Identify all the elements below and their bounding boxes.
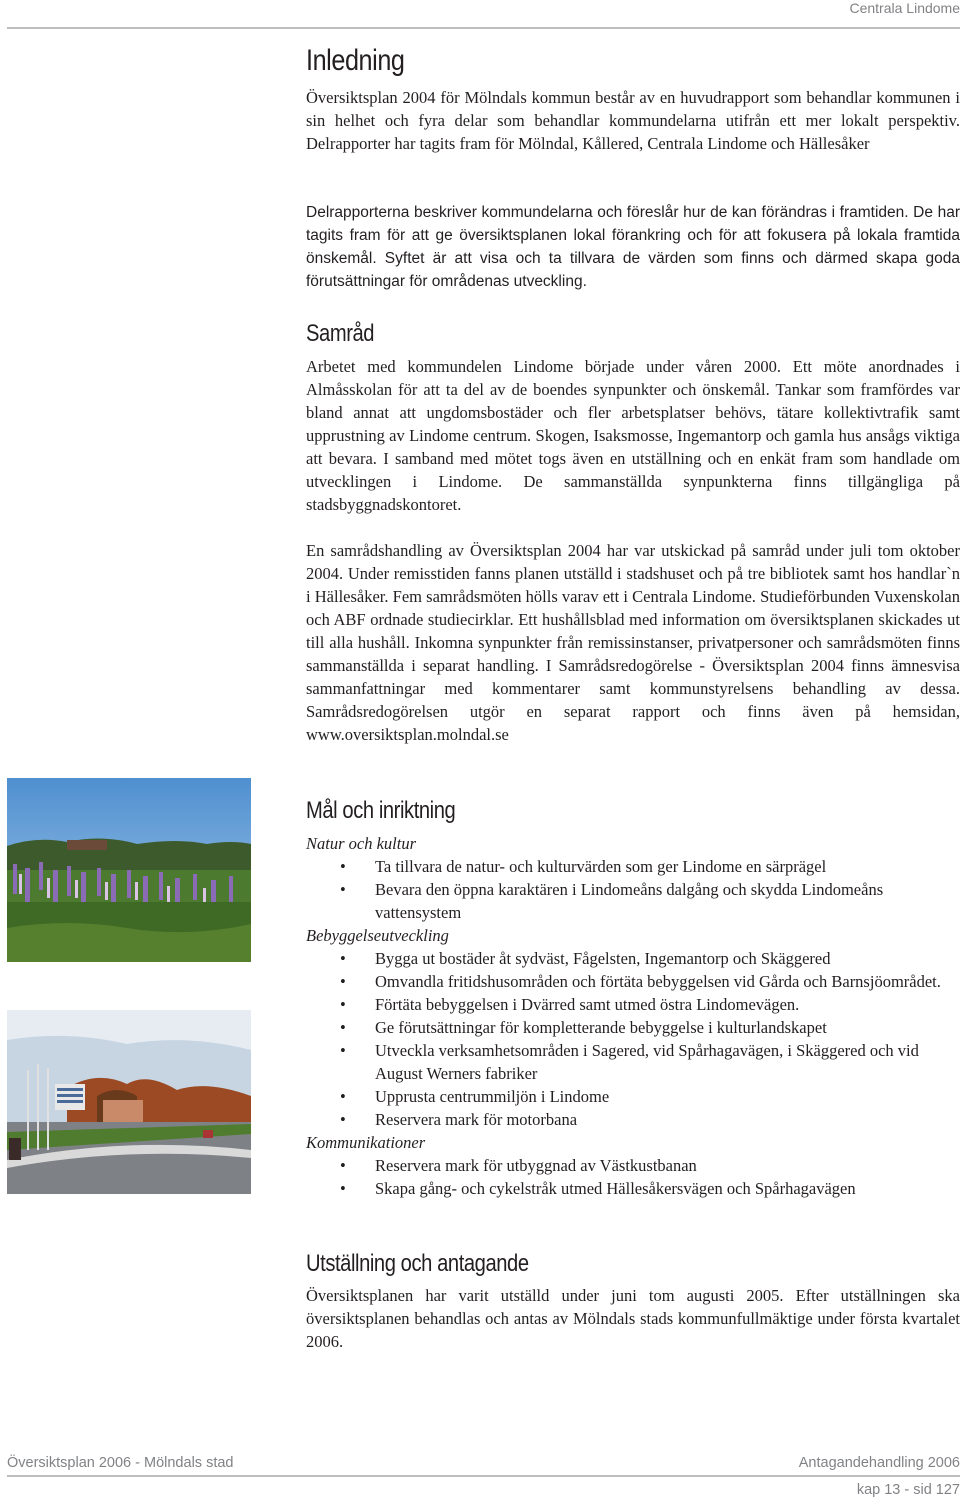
inledning-paragraph-2: Delrapporterna beskriver kommundelarna och föreslår hur de kan förändras i framtiden. De har tagits fram för att ge översiktsplanen lokal förankring och för att fokusera på lokala framtida önskemål. Syftet är att visa och ta tillvara de värden som finns och därmed skapa goda förutsättningar för områdenas utveckling. xyxy=(306,204,960,290)
list-item: • Bevara den öppna karaktären i Lindomeåns dalgång och skydda Lindomeåns vattensystem xyxy=(340,880,884,922)
header-rule xyxy=(7,27,960,29)
list-item: • Ge förutsättningar för kompletterande bebyggelse i kulturlandskapet xyxy=(340,1018,827,1037)
list-item: • Förtäta bebyggelsen i Dvärred samt utmed östra Lindomevägen. xyxy=(340,995,800,1014)
footer-rule xyxy=(7,1475,960,1477)
category-bebyggelseutveckling: Bebyggelseutveckling xyxy=(306,926,449,945)
list-kommunikationer xyxy=(306,1154,960,1200)
heading-utstallning: Utställning och antagande xyxy=(306,1250,529,1277)
bullet-icon: • xyxy=(340,949,346,968)
footer-left: Översiktsplan 2006 - Mölndals stad xyxy=(7,1455,234,1471)
bullet-icon: • xyxy=(340,880,346,899)
footer-right: Antagandehandling 2006 xyxy=(798,1455,960,1471)
goals-section xyxy=(306,832,960,1200)
bullet-icon: • xyxy=(340,995,346,1014)
bullet-icon: • xyxy=(340,972,346,991)
bullet-icon: • xyxy=(340,857,346,876)
running-title: Centrala Lindome xyxy=(849,0,960,16)
category-natur-och-kultur: Natur och kultur xyxy=(306,834,416,853)
bullet-icon: • xyxy=(340,1110,346,1129)
category-kommunikationer: Kommunikationer xyxy=(306,1133,426,1152)
bullet-icon: • xyxy=(340,1087,346,1106)
samrad-paragraph-2: En samrådshandling av Översiktsplan 2004 har var utskickad på samråd under juli tom oktober 2004. Under remisstiden fanns planen utställd i stadshuset och på tre bibliotek samt hos handlar`n i Hällesåker. Fem samrådsmöten hölls varav ett i Centrala Lindome. Studieförbunden Vuxenskolan och ABF ordnade studiecirklar. Ett hushållsblad med information om översiktsplanen skickades ut till alla hushåll. Inkomna synpunkter från remissinstanser, privatpersoner och samrådsmöten finns sammanställda i separat handling. I Samrådsredogörelse - Översiktsplan 2004 finns ämnesvisa sammanfattningar med kommentarer samt kommunstyrelsens behandling av dessa. Samrådsredogörelsen utgör en separat rapport och finns även på hemsidan, www.oversiktsplan.molndal.se xyxy=(306,541,960,744)
inledning-paragraph-1: Översiktsplan 2004 för Mölndals kommun består av en huvudrapport som behandlar kommunen i sin helhet och fyra delar som behandlar kommundelarna utifrån ett mer lokalt perspektiv. Delrapporter har tagits fram för Mölndal, Kållered, Centrala Lindome och Hällesåker xyxy=(306,88,960,153)
heading-inledning: Inledning xyxy=(306,44,405,77)
list-item: • Omvandla fritidshusområden och förtäta bebyggelsen vid Gårda och Barnsjöområdet. xyxy=(340,972,941,991)
list-natur-och-kultur xyxy=(306,855,960,924)
bullet-icon: • xyxy=(340,1018,346,1037)
list-bebyggelseutveckling xyxy=(306,947,960,1131)
lupine-field-photo xyxy=(7,778,251,962)
list-item: • Skapa gång- och cykelstråk utmed Hällesåkersvägen och Spårhagavägen xyxy=(340,1179,856,1198)
bullet-icon: • xyxy=(340,1041,346,1060)
list-item: • Reservera mark för motorbana xyxy=(340,1110,578,1129)
samrad-paragraph-1: Arbetet med kommundelen Lindome började under våren 2000. Ett möte anordnades i Almåsskolan för att ta del av de boendes synpunkter och önskemål. Tankar som framfördes var bland annat att ungdomsbostäder och fler arbetsplatser behövs, tätare kollektivtrafik samt upprustning av Lindome centrum. Skogen, Isaksmosse, Ingemantorp och gamla hus ansågs viktiga att bevara. I samband med mötet togs även en utställning och en enkät fram som handlade om utvecklingen i Lindome. De sammanställda synpunkterna finns tillgängliga på stadsbyggnadskontoret. xyxy=(306,357,960,514)
page-number: kap 13 - sid 127 xyxy=(856,1482,960,1498)
list-item: • Utveckla verksamhetsområden i Sagered, vid Spårhagavägen, i Skäggered och vid August Werners fabriker xyxy=(340,1041,919,1083)
heading-samrad: Samråd xyxy=(306,320,375,347)
utstallning-paragraph: Översiktsplanen har varit utställd under juni tom augusti 2005. Efter utställningen ska översiktsplanen behandlas och antas av Mölndals stads kommunfullmäktige under första kvartalet 2006. xyxy=(306,1286,960,1351)
heading-mal-och-inriktning: Mål och inriktning xyxy=(306,797,456,824)
road-photo xyxy=(7,1010,251,1194)
list-item: • Upprusta centrummiljön i Lindome xyxy=(340,1087,610,1106)
list-item: • Ta tillvara de natur- och kulturvärden som ger Lindome en särprägel xyxy=(340,857,827,876)
bullet-icon: • xyxy=(340,1179,346,1198)
bullet-icon: • xyxy=(340,1156,346,1175)
list-item: • Bygga ut bostäder åt sydväst, Fågelsten, Ingemantorp och Skäggered xyxy=(340,949,831,968)
list-item: • Reservera mark för utbyggnad av Västkustbanan xyxy=(340,1156,697,1175)
